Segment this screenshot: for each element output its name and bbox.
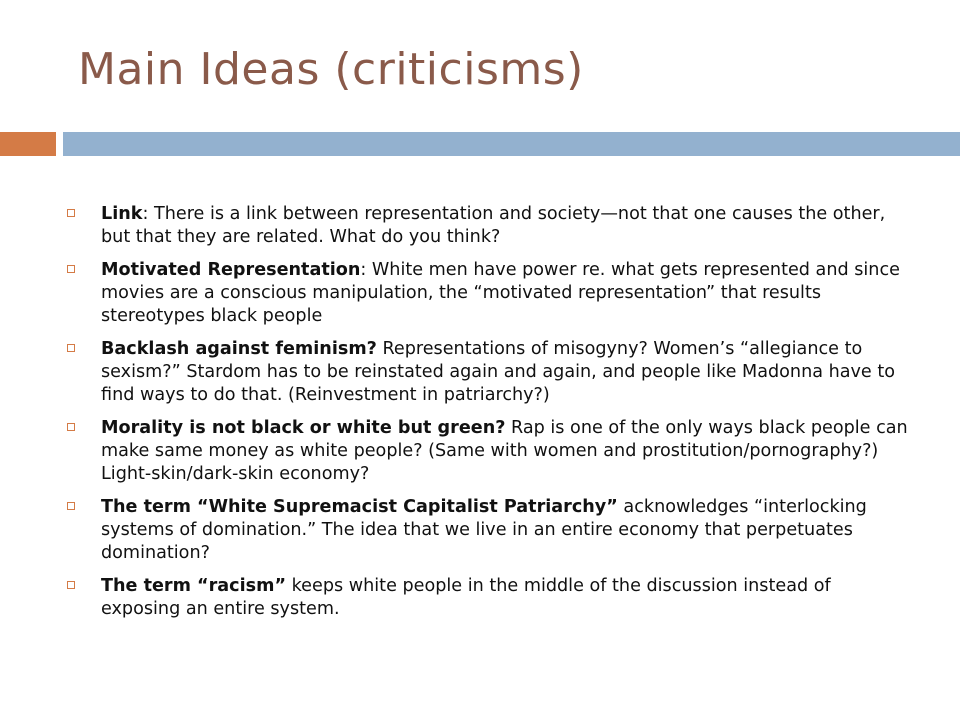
square-bullet-icon — [67, 423, 75, 431]
square-bullet-icon — [67, 265, 75, 273]
bullet-item-backlash — [64, 338, 914, 407]
bullet-list — [64, 203, 914, 631]
square-bullet-icon — [67, 344, 75, 352]
bullet-text: keeps white people in the middle of the discussion instead of exposing an entire system. — [101, 576, 831, 619]
bullet-lead: The term “racism” — [101, 576, 287, 596]
bullet-item-racism — [64, 575, 914, 621]
bullet-text: acknowledges “interlocking systems of domination.” The idea that we live in an entire economy that perpetuates domination? — [101, 497, 867, 563]
bullet-item-wscp — [64, 496, 914, 565]
bullet-text: Rap is one of the only ways black people can make same money as white people? (Same with women and prostitution/pornography?) Light-skin/dark-skin economy? — [101, 418, 908, 484]
slide-title: Main Ideas (criticisms) — [78, 44, 584, 95]
bullet-lead: Morality is not black or white but green? — [101, 418, 506, 438]
bullet-lead: Motivated Representation — [101, 260, 361, 280]
bullet-item-link — [64, 203, 914, 249]
accent-bar-orange — [0, 132, 56, 156]
bullet-text: Representations of misogyny? Women’s “allegiance to sexism?” Stardom has to be reinstated again and again, and people like Madonna have to find ways to do that. (Reinvestment in patriarchy?) — [101, 339, 896, 405]
bullet-text: : There is a link between representation and society—not that one causes the other, but that they are related. What do you think? — [101, 204, 886, 247]
accent-bar-blue — [63, 132, 960, 156]
bullet-item-morality — [64, 417, 914, 486]
bullet-item-motivated-representation — [64, 259, 914, 328]
square-bullet-icon — [67, 209, 75, 217]
square-bullet-icon — [67, 581, 75, 589]
bullet-lead: Backlash against feminism? — [101, 339, 377, 359]
bullet-text: : White men have power re. what gets represented and since movies are a conscious manipulation, the “motivated representation” that results stereotypes black people — [101, 260, 900, 326]
square-bullet-icon — [67, 502, 75, 510]
bullet-lead: Link — [101, 204, 143, 224]
bullet-lead: The term “White Supremacist Capitalist Patriarchy” — [101, 497, 618, 517]
